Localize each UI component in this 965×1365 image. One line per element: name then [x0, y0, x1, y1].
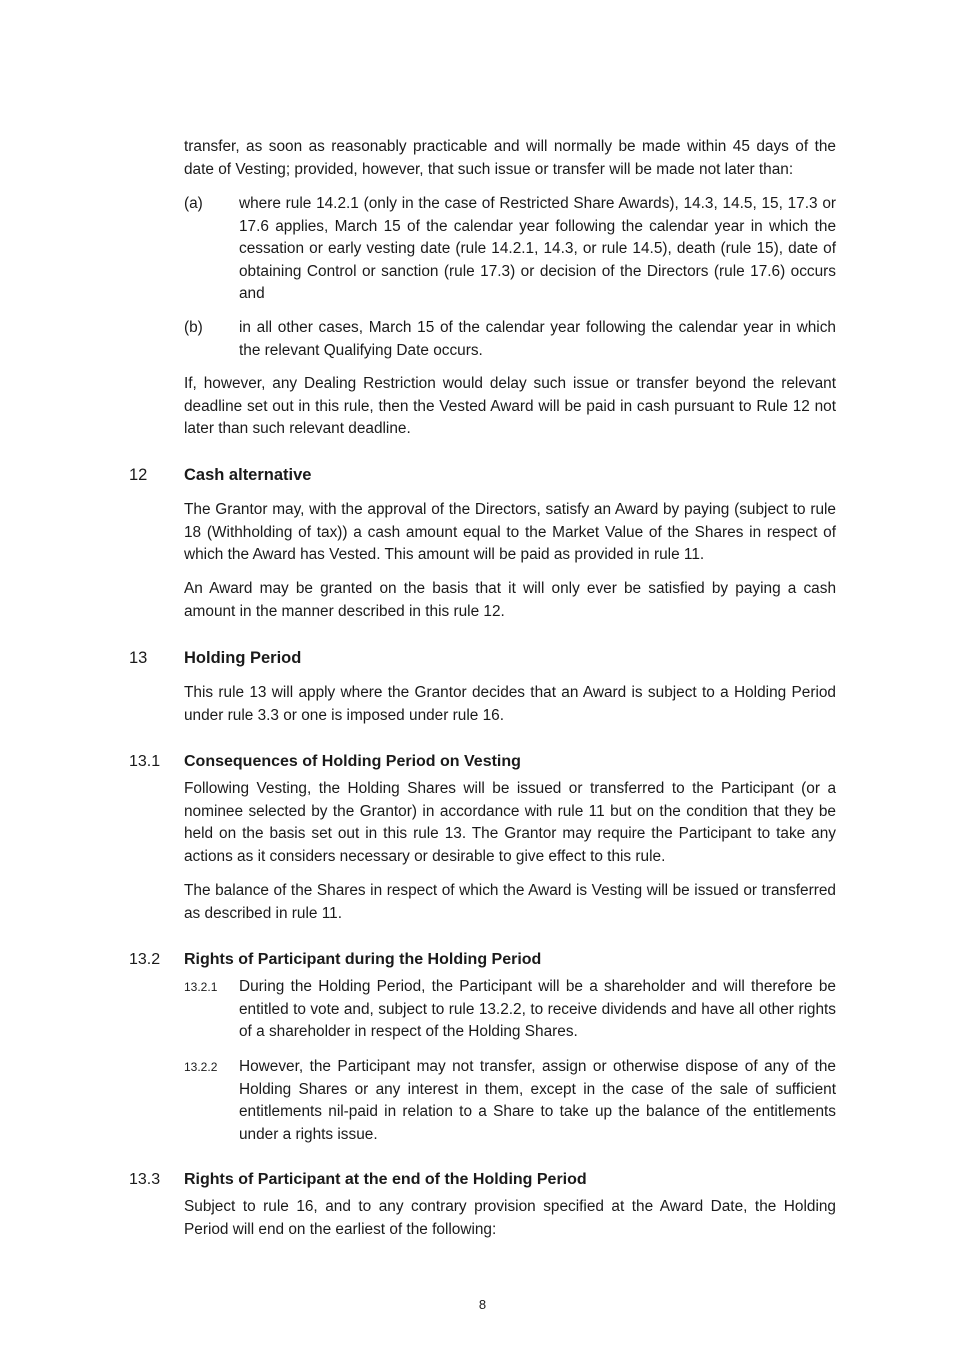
section-title: Cash alternative — [184, 466, 312, 484]
list-item-text: in all other cases, March 15 of the calendar year following the calendar year in which the relevant Qualifying Date occurs. — [239, 319, 836, 359]
subsection-title: Consequences of Holding Period on Vesting — [184, 753, 521, 770]
list-item-label: (a) — [184, 195, 203, 212]
subsection-number: 13.3 — [129, 1171, 161, 1188]
section-number: 13 — [129, 649, 148, 667]
list-item-label: 13.2.1 — [184, 980, 218, 994]
subsection-title: Rights of Participant during the Holding Period — [184, 951, 542, 968]
list-item-label: 13.2.2 — [184, 1060, 218, 1074]
section-12-paragraph-2: An Award may be granted on the basis that it will only ever be satisfied by paying a cash amount in the manner described in this rule 12. — [184, 580, 836, 620]
section-13-paragraph-1: This rule 13 will apply where the Grantor decides that an Award is subject to a Holding Period under rule 3.3 or one is imposed under rule 16. — [184, 684, 836, 724]
subsection-13-3-paragraph-1: Subject to rule 16, and to any contrary provision specified at the Award Date, the Holding Period will end on the earliest of the following: — [184, 1198, 836, 1238]
subsection-13-1-paragraph-1: Following Vesting, the Holding Shares will be issued or transferred to the Participant (or a nominee selected by the Grantor) in accordance with rule 11 but on the condition that they be held on the basis set out in this rule 13. The Grantor may require the Participant to take any actions as it considers necessary or desirable to give effect to this rule. — [184, 780, 836, 865]
section-number: 12 — [129, 466, 148, 484]
list-item-text: where rule 14.2.1 (only in the case of Restricted Share Awards), 14.3, 14.5, 15, 17.3 or 17.6 applies, March 15 of the calendar year following the calendar year in which the cessation or early vesting date (rule 14.2.1, 14.3, or rule 14.5), death (rule 15), date of obtaining Control or sanction (rule 17.3) or decision of the Directors (rule 17.6) occurs and — [239, 195, 836, 302]
list-item-text: During the Holding Period, the Participant will be a shareholder and will therefore be entitled to vote and, subject to rule 13.2.2, to receive dividends and have all other rights of a shareholder in respect of the Holding Shares. — [239, 978, 836, 1040]
subsection-number: 13.2 — [129, 951, 161, 968]
list-item-text: However, the Participant may not transfer, assign or otherwise dispose of any of the Holding Shares or any interest in them, except in the case of the sale of sufficient entitlements nil-paid in relation to a Share to take up the balance of the entitlements under a rights issue. — [239, 1058, 836, 1143]
section-12-paragraph-1: The Grantor may, with the approval of the Directors, satisfy an Award by paying (subject to rule 18 (Withholding of tax)) a cash amount equal to the Market Value of the Shares in respect of which the Award has Vested. This amount will be paid as provided in rule 11. — [184, 501, 836, 563]
subsection-13-1-paragraph-2: The balance of the Shares in respect of which the Award is Vesting will be issued or transferred as described in rule 11. — [184, 882, 836, 922]
intro-paragraph-2: If, however, any Dealing Restriction would delay such issue or transfer beyond the relevant deadline set out in this rule, then the Vested Award will be paid in cash pursuant to Rule 12 not later than such relevant deadline. — [184, 375, 836, 437]
list-item-label: (b) — [184, 319, 203, 336]
subsection-number: 13.1 — [129, 753, 161, 770]
page-number: 8 — [478, 1297, 487, 1312]
subsection-title: Rights of Participant at the end of the Holding Period — [184, 1171, 587, 1188]
intro-paragraph-1: transfer, as soon as reasonably practicable and will normally be made within 45 days of the date of Vesting; provided, however, that such issue or transfer will be made not later than: — [184, 138, 836, 178]
section-title: Holding Period — [184, 649, 302, 667]
